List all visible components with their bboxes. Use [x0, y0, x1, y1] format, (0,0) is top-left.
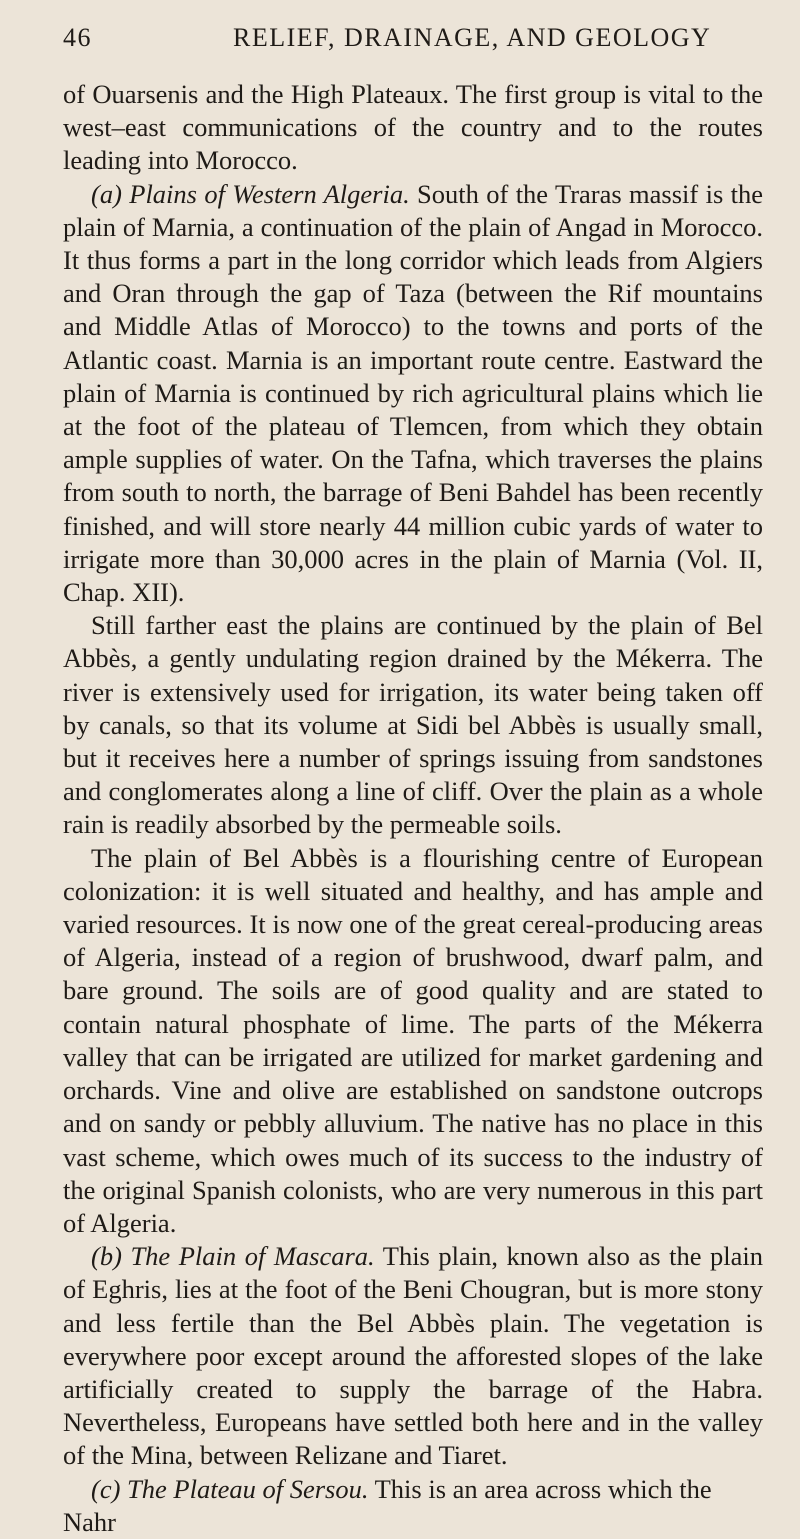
paragraph: (b) The Plain of Mascara. This plain, known also as the plain of Eghris, lies at the foot of the Beni Chougran, but is more stony and less fertile than the Bel Abbès plain. The vegetation is everywhere poor except around the afforested slopes of the lake artificially created to supply the barrage of the Habra. Nevertheless, Europeans have settled both here and in the valley of the Mina, between Relizane and Tiaret. — [63, 1241, 763, 1471]
section-heading: (c) The Plateau of Sersou. — [91, 1473, 369, 1504]
paragraph: Still farther east the plains are continued by the plain of Bel Abbès, a gently undulating region drained by the Mékerra. The river is extensively used for irrigation, its water being taken off by canals, so that its volume at Sidi bel Abbès is usually small, but it receives here a number of springs issuing from sandstones and conglomerates along a line of cliff. Over the plain as a whole rain is readily absorbed by the permeable soils. — [63, 610, 763, 840]
body-text — [63, 78, 763, 1539]
paragraph: The plain of Bel Abbès is a flourishing centre of European colonization: it is well situated and healthy, and has ample and varied resources. It is now one of the great cereal-producing areas of Algeria, instead of a region of brushwood, dwarf palm, and bare ground. The soils are of good quality and are stated to contain natural phosphate of lime. The parts of the Mékerra valley that can be irrigated are utilized for market gardening and orchards. Vine and olive are established on sandstone outcrops and on sandy or pebbly alluvium. The native has no place in this vast scheme, which owes much of its success to the industry of the original Spanish colonists, who are very numerous in this part of Algeria. — [63, 842, 763, 1238]
paragraph: (a) Plains of Western Algeria. South of the Traras massif is the plain of Marnia, a continuation of the plain of Angad in Morocco. It thus forms a part in the long corridor which leads from Algiers and Oran through the gap of Taza (between the Rif mountains and Middle Atlas of Morocco) to the towns and ports of the Atlantic coast. Marnia is an important route centre. Eastward the plain of Marnia is continued by rich agricultural plains which lie at the foot of the plateau of Tlemcen, from which they obtain ample supplies of water. On the Tafna, which traverses the plains from south to north, the barrage of Beni Bahdel has been recently finished, and will store nearly 44 million cubic yards of water to irrigate more than 30,000 acres in the plain of Marnia (Vol. II, Chap. XII). — [63, 178, 763, 608]
paragraph: of Ouarsenis and the High Plateaux. The first group is vital to the west–east communications of the country and to the routes leading into Morocco. — [63, 79, 763, 176]
running-head: RELIEF, DRAINAGE, AND GEOLOGY — [233, 23, 712, 52]
paragraph: (c) The Plateau of Sersou. This is an area across which the Nahr — [63, 1473, 712, 1537]
section-heading: (a) Plains of Western Algeria. — [91, 178, 410, 209]
section-heading: (b) The Plain of Mascara. — [91, 1241, 375, 1272]
page-header — [63, 20, 763, 56]
page-number: 46 — [63, 23, 92, 52]
